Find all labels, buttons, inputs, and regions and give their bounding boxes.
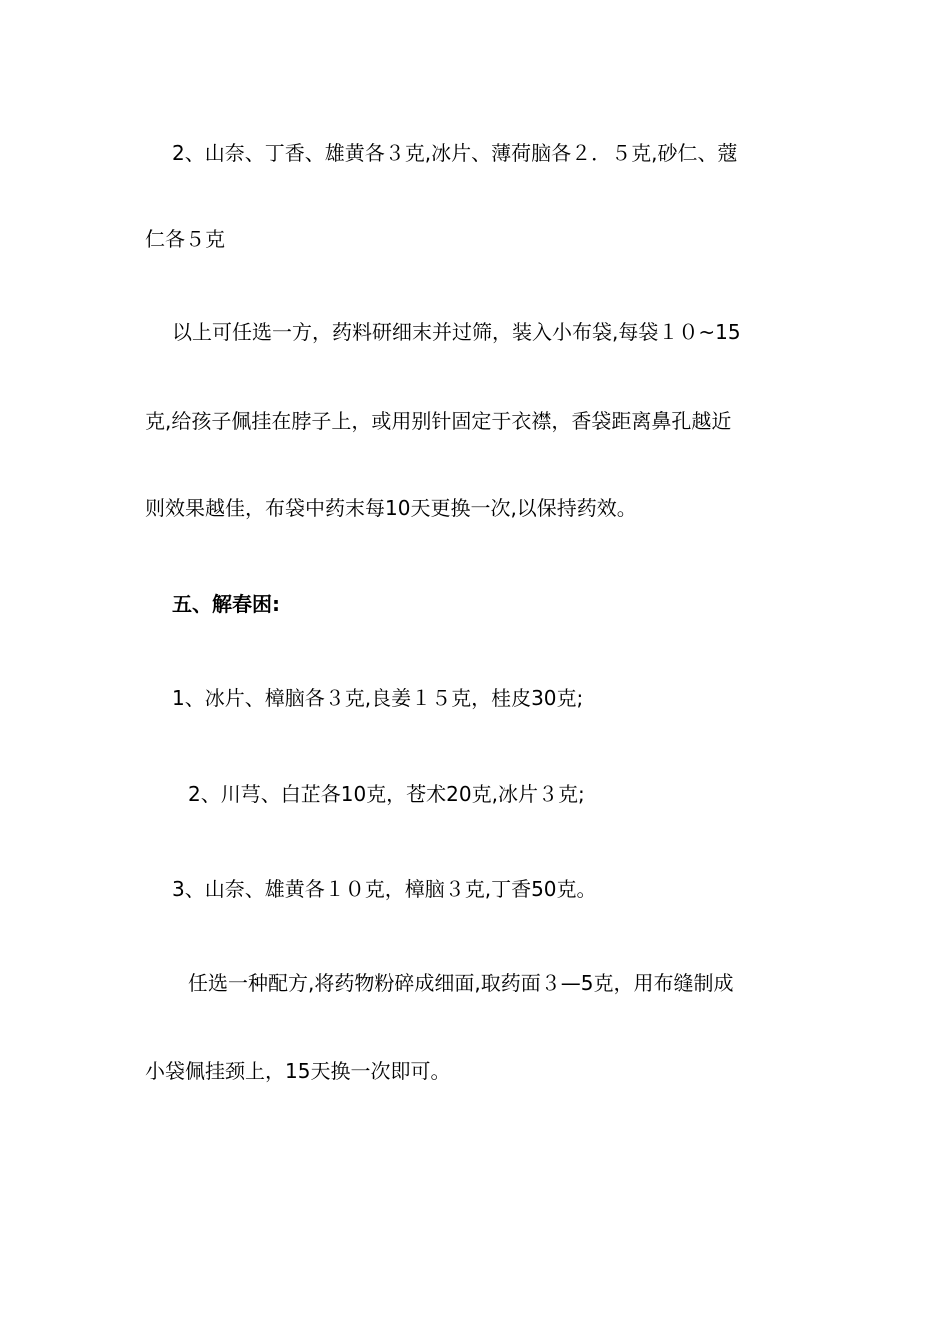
recipe-2-line-1: 2、山奈、丁香、雄黄各３克,冰片、薄荷脑各２．５克,砂仁、蔻 bbox=[172, 141, 738, 165]
instructions-line-1: 任选一种配方,将药物粉碎成细面,取药面３—5克，用布缝制成 bbox=[188, 971, 734, 995]
recipe-line-2: 2、川芎、白芷各10克，苍术20克,冰片３克; bbox=[188, 782, 585, 806]
usage-paragraph-line-3: 则效果越佳，布袋中药末每10天更换一次,以保持药效。 bbox=[145, 496, 637, 520]
recipe-line-1: 1、冰片、樟脑各３克,良姜１５克，桂皮30克; bbox=[172, 686, 584, 710]
recipe-2-line-2: 仁各５克 bbox=[145, 227, 225, 251]
instructions-line-2: 小袋佩挂颈上，15天换一次即可。 bbox=[145, 1059, 451, 1083]
usage-paragraph-line-1: 以上可任选一方，药料研细末并过筛，装入小布袋,每袋１０~15 bbox=[172, 320, 741, 344]
recipe-line-3: 3、山奈、雄黄各１０克，樟脑３克,丁香50克。 bbox=[172, 877, 597, 901]
section-heading: 五、解春困: bbox=[172, 592, 280, 616]
usage-paragraph-line-2: 克,给孩子佩挂在脖子上，或用别针固定于衣襟，香袋距离鼻孔越近 bbox=[145, 409, 732, 433]
